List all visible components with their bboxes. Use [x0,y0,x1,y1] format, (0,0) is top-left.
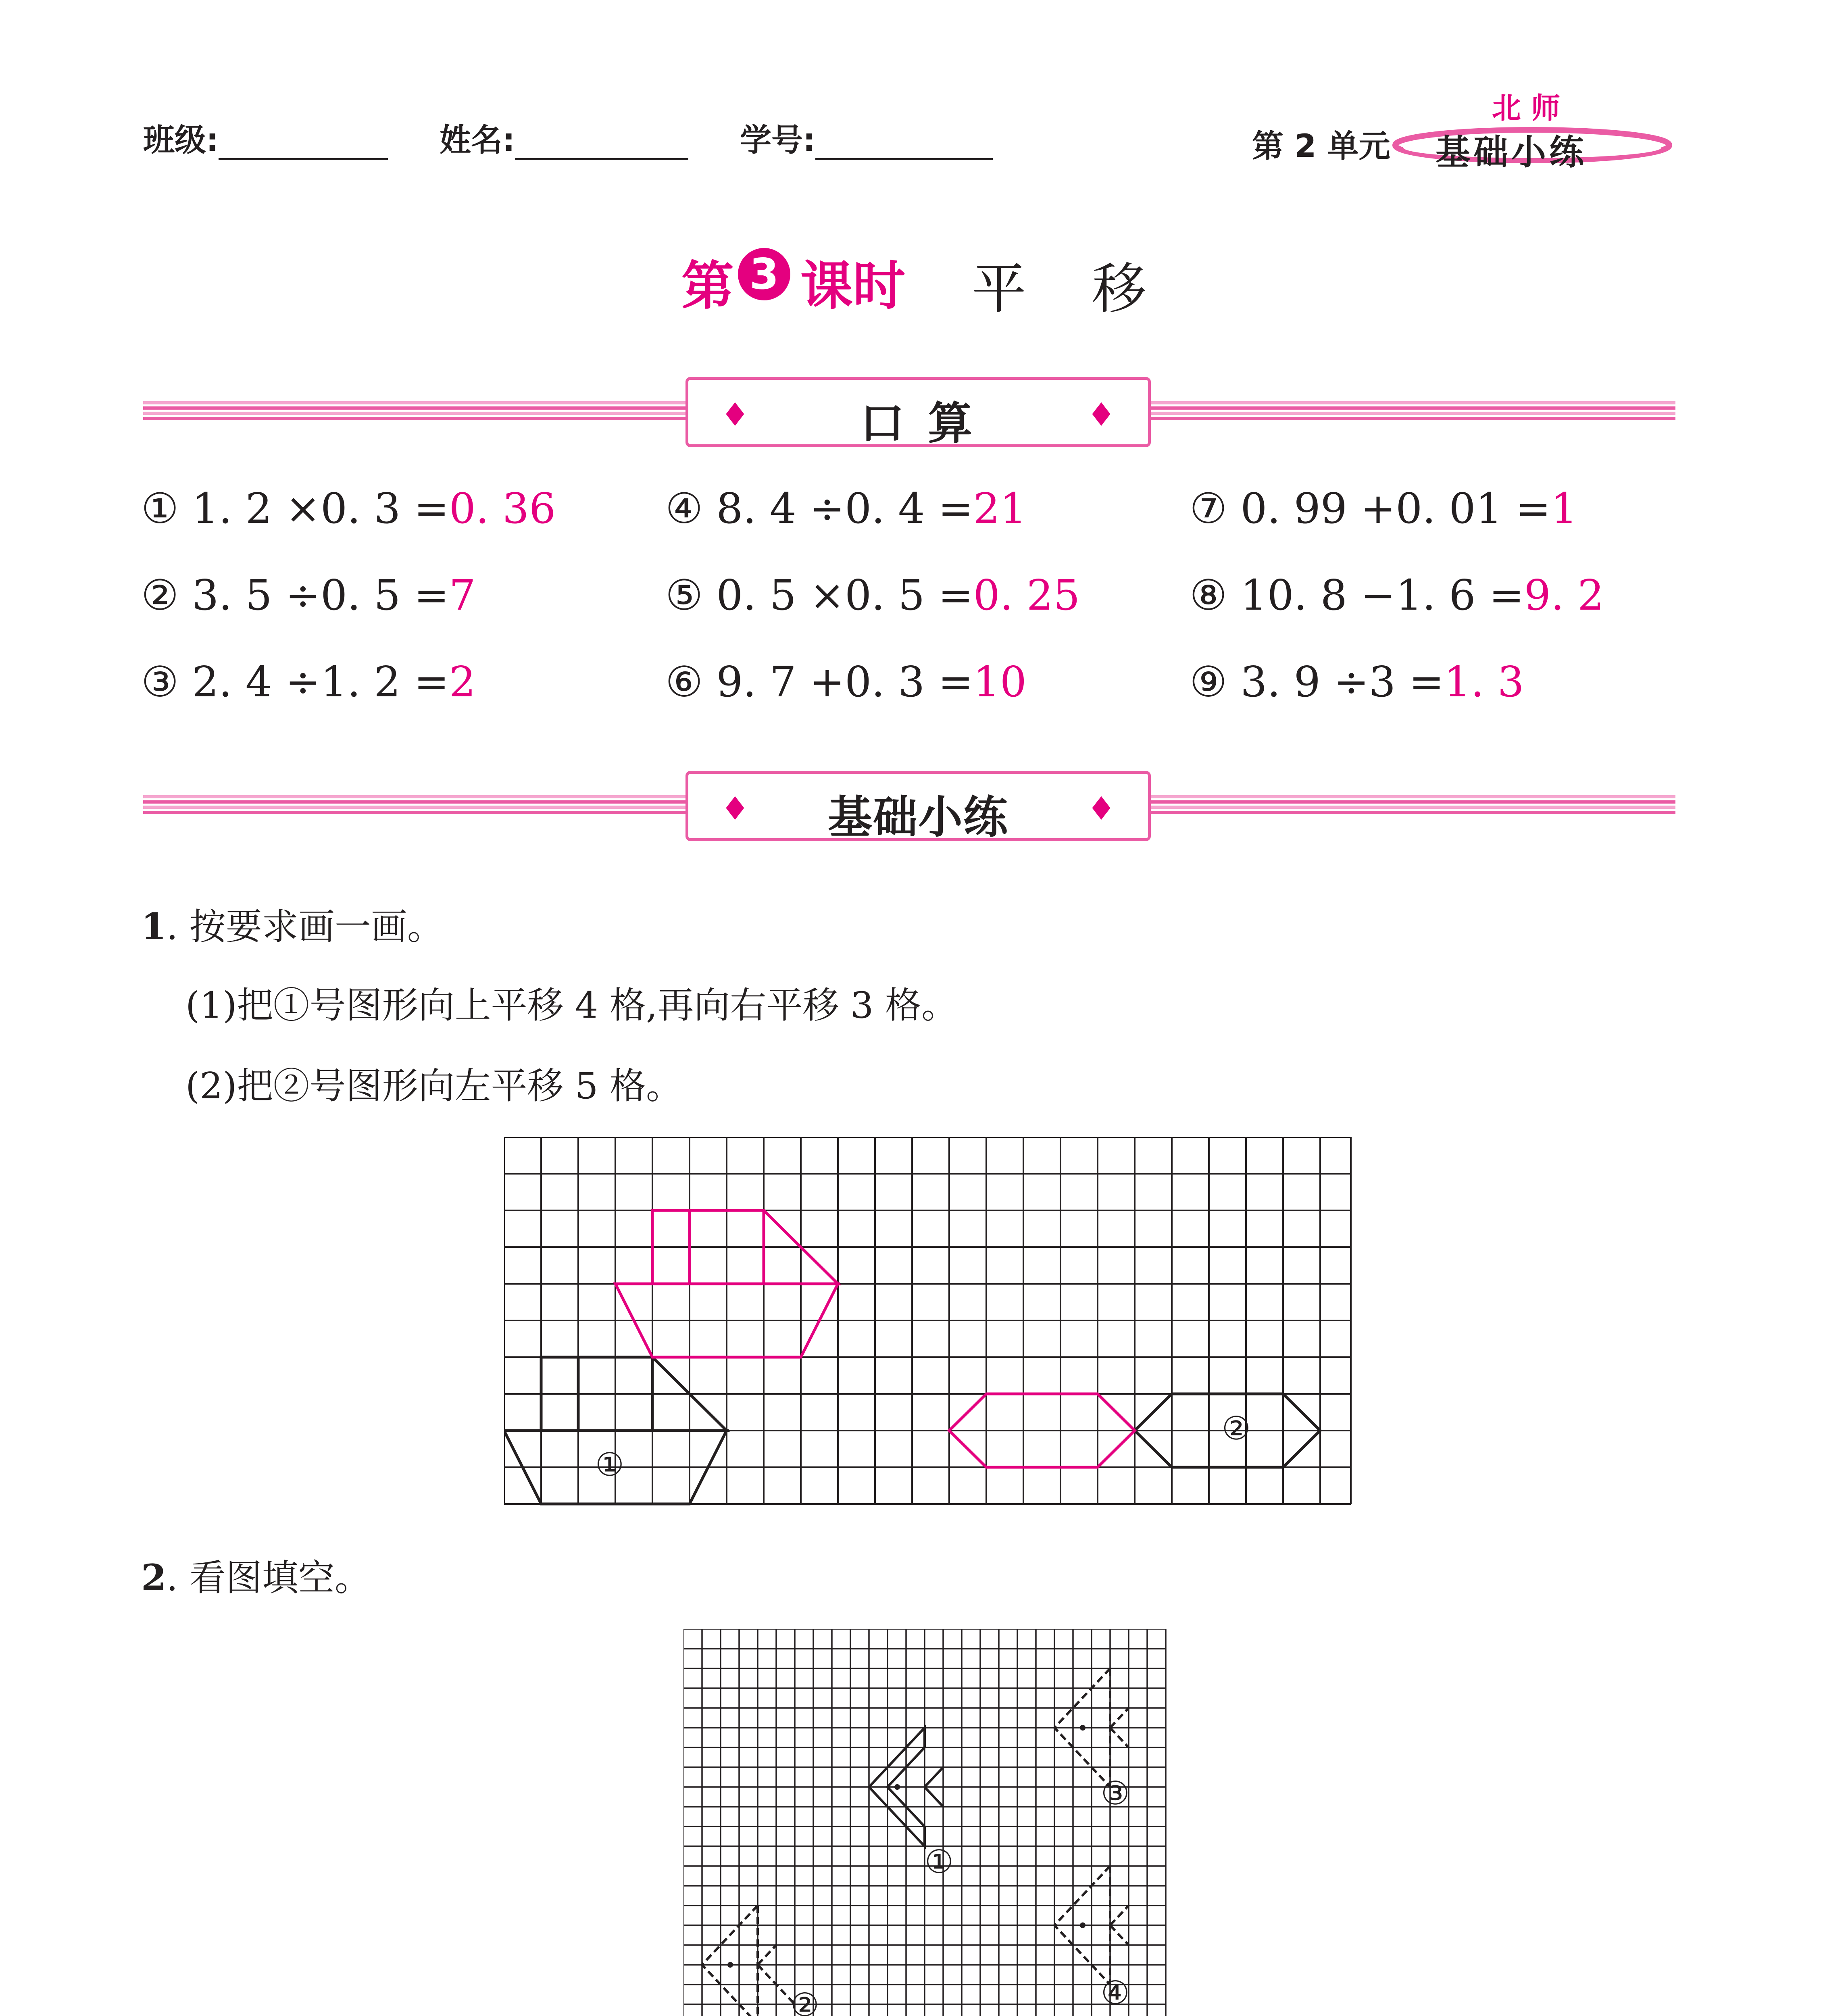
item-number: ⑤ [665,571,703,620]
q1-grid-figure [504,1137,1355,1516]
lesson-title [681,242,1206,321]
q2-number: 2 [141,1556,167,1599]
lesson-suffix: 课时 [800,255,906,317]
item-answer: 7 [449,571,476,620]
fish-label-3: ③ [1101,1774,1130,1812]
calc-item [1190,571,1604,620]
item-expr: 9. 7 +0. 3 = [716,657,973,706]
name-field[interactable] [440,115,688,160]
item-number: ⑨ [1190,657,1227,706]
lesson-number: 3 [749,250,779,299]
calc-item [141,571,476,620]
item-answer: 9. 2 [1524,571,1604,620]
item-answer: 10 [973,657,1027,706]
brand-name: 基础小练 [1436,132,1587,173]
item-number: ⑥ [665,657,703,706]
class-label: 班级: [143,122,219,158]
item-expr: 0. 99 +0. 01 = [1240,484,1551,533]
calc-item [665,484,1027,533]
item-answer: 1. 3 [1444,657,1524,706]
item-answer: 21 [973,484,1027,533]
item-expr: 2. 4 ÷1. 2 = [192,657,449,706]
calc-item [665,571,1080,620]
item-expr: 0. 5 ×0. 5 = [716,571,973,620]
item-expr: 3. 5 ÷0. 5 = [192,571,449,620]
item-number: ② [141,571,179,620]
item-answer: 0. 36 [449,484,556,533]
oral-section-title: 口 算 [860,398,977,449]
fish-2 [702,1906,795,2016]
practice-section-header [685,771,1151,841]
item-answer: 1 [1550,484,1578,533]
q1-title [141,897,444,950]
item-answer: 2 [449,657,476,706]
figure-label-1: ① [595,1446,624,1483]
item-number: ⑧ [1190,571,1227,620]
lesson-number-badge [738,248,790,300]
item-number: ④ [665,484,703,533]
item-number: ③ [141,657,179,706]
diamond-icon: ♦ [1087,790,1116,827]
q2-text: . 看图填空。 [166,1557,371,1599]
figure-label-2: ② [1222,1410,1251,1447]
q2-title [141,1548,371,1601]
student-id-field[interactable] [740,115,993,160]
item-answer: 0. 25 [973,571,1080,620]
id-label: 学号: [740,122,816,158]
q1-sub2: (2)把②号图形向左平移 5 格。 [185,1065,682,1107]
fish-label-1: ① [925,1843,954,1881]
calc-item [1190,484,1577,533]
q1-grid [504,1137,1351,1504]
unit-label: 第 2 单元 [1252,128,1390,165]
oral-section-header [685,377,1151,447]
brand-top: 北 师 [1492,91,1561,125]
brand-badge [1387,121,1677,173]
lesson-topic: 平 移 [972,257,1171,321]
q1-text: . 按要求画一画。 [166,906,444,948]
fish-label-4: ④ [1101,1974,1130,2012]
item-expr: 1. 2 ×0. 3 = [192,484,449,533]
name-label: 姓名: [440,122,515,158]
calc-item [665,657,1027,706]
item-number: ⑦ [1190,484,1227,533]
q1-number: 1 [141,905,167,948]
calc-item [141,484,556,533]
fish-label-2: ② [790,1986,819,2016]
calc-item [1190,657,1524,706]
calc-item [141,657,476,706]
q2-grid-figure [683,1629,1175,2016]
item-number: ① [141,484,179,533]
item-expr: 10. 8 −1. 6 = [1240,571,1524,620]
item-expr: 8. 4 ÷0. 4 = [716,484,973,533]
diamond-icon: ♦ [721,396,750,433]
diamond-icon: ♦ [1087,396,1116,433]
item-expr: 3. 9 ÷3 = [1240,657,1444,706]
lesson-prefix: 第 [681,255,734,317]
class-field[interactable] [143,115,388,160]
q1-sub1: (1)把①号图形向上平移 4 格,再向右平移 3 格。 [185,984,958,1027]
diamond-icon: ♦ [721,790,750,827]
practice-section-title: 基础小练 [828,791,1008,843]
